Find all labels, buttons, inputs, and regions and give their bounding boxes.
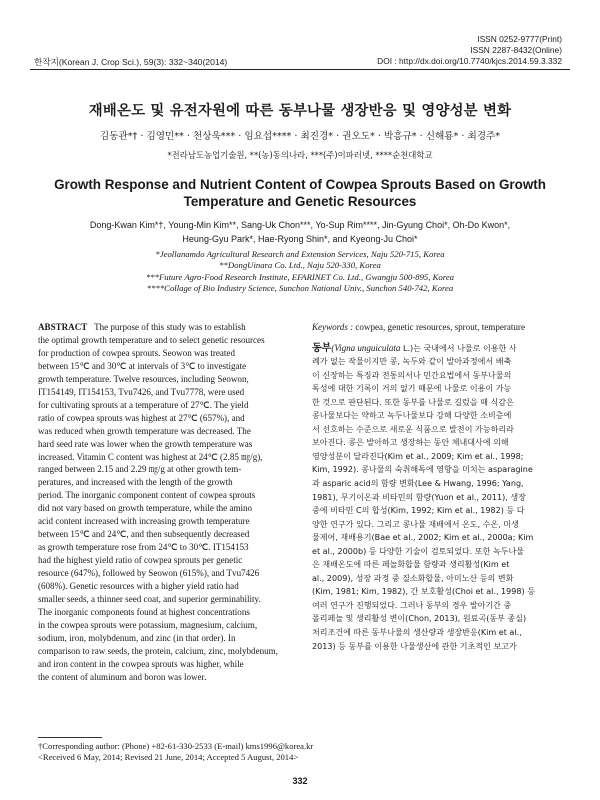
abstract-line: ABSTRACT The purpose of this study was to establish (38, 322, 246, 332)
body-line: 양한 연구가 있다. 그리고 콩나물 재배에서 온도, 수온, 미생 (312, 519, 519, 529)
english-authors (40, 219, 560, 246)
body-line: 은 재배온도에 따른 페놀화합물 함량과 생리활성(Kim et (312, 560, 510, 570)
affiliation-line: ***Future Agro-Food Research Institute, EFARINET Co. Ltd., Gwangju 500-895, Korea (145, 271, 455, 282)
abstract (38, 321, 300, 684)
footnote-rule (38, 737, 102, 738)
body-line: 서 선호하는 수준으로 새로운 식품으로 발전이 가능하리라 (312, 424, 514, 434)
abstract-line: ratio of cowpea sprouts was highest at 27℃ (657%), and (38, 412, 245, 423)
abstract-line: did not vary based on growth temperature, while the amino (38, 503, 253, 514)
received-dates: <Received 6 May, 2014; Revised 21 June, 2014; Accepted 5 August, 2014> (38, 752, 299, 763)
abstract-line: for cultivating sprouts at a temperature of 27℃. The yield (38, 399, 249, 410)
body-line: (Kim, 1981; Kim, 1982), 간 보호활성(Choi et al., 1998) 등 (312, 587, 536, 597)
abstract-line: as growth temperature rose from 24℃ to 30℃. IT154153 (38, 542, 249, 553)
affiliation-line: **DongUinara Co. Ltd., Naju 520-330, Korea (219, 260, 381, 271)
body-line: 1981), 무기이온과 비타민의 함량(Yuon et al., 2011), 생장 (312, 492, 526, 502)
abstract-line: had the highest yield ratio of cowpea sprouts per genetic (38, 555, 243, 566)
abstract-line: peratures, and increased with the length of the growth (38, 477, 233, 488)
abstract-line: IT154149, IT154153, Tvu7426, and Tvu7778, were used (38, 386, 245, 397)
body-line: et al., 2000b) 등 다양한 기술이 검토되었다. 또한 녹두나물 (312, 546, 525, 556)
body-line: 여러 연구가 진행되었다. 그러나 동부의 경우 발아기간 중 (312, 600, 512, 610)
journal-citation: 한작지(Korean J. Crop Sci.), 59(3): 332~340(2014) (34, 57, 228, 67)
korean-affiliations: *전라남도농업기술원, **(농)동의나라, ***(주)이파러넷, ****순천대학교 (167, 150, 433, 160)
abstract-line: The inorganic components found at highest concentrations (38, 606, 250, 617)
korean-authors: 김동관*† · 김영민** · 천상욱*** · 임요섭**** · 최진경* · 권오도* · 박흥규* · 신해룡* · 최경주* (99, 131, 501, 142)
body-line: 과 asparic acid의 함량 변화(Lee & Hwang, 1996; Yang, (312, 479, 524, 489)
keywords-list: cowpea, genetic resources, sprout, temperature (355, 322, 525, 332)
abstract-line: comparison to raw seeds, the protein, calcium, zinc, molybdenum, (38, 645, 278, 656)
abstract-line: in the cowpea sprouts were potassium, magnesium, calcium, (38, 619, 258, 630)
header-identifiers (377, 34, 562, 67)
body-line: al., 2009), 성장 과정 중 질소화합물, 아미노산 등의 변화 (312, 573, 514, 583)
abstract-line: resource (647%), followed by Seowon (615%), and Tvu7426 (38, 568, 260, 579)
doi-link[interactable]: DOI : http://dx.doi.org/10.7740/kjcs.2014.59.3.332 (377, 56, 562, 66)
abstract-line: was reduced when growth temperature was decreased. The (38, 425, 251, 436)
abstract-line: hard seed rate was lower when the growth temperature was (38, 438, 253, 449)
affiliation-line: *Jeollanamdo Agricultural Research and Extension Services, Naju 520-715, Korea (155, 249, 445, 259)
body-line: Kim, 1992). 콩나물의 숙취해독에 영향을 미치는 asparagine (312, 465, 533, 475)
body-line: 영양성분이 달라진다(Kim et al., 2009; Kim et al., 1998; (312, 451, 524, 461)
issn-print: ISSN 0252-9777(Print) (477, 34, 562, 44)
abstract-line: sodium, iron, molybdenum, and zinc (in that order). In (38, 632, 236, 643)
corresponding-author: †Corresponding author: (Phone) +82-61-330-2533 (E-mail) kms1996@korea.kr (38, 741, 314, 751)
abstract-line: growth temperature. Twelve resources, including Seowon, (38, 373, 249, 384)
english-affiliations (40, 249, 560, 294)
body-line: 콩나물보다는 약하고 녹두나물보다 강해 다양한 소비층에 (312, 411, 512, 421)
body-line: 보아진다. 콩은 발아하고 생장하는 동안 체내대사에 의해 (312, 438, 509, 448)
body-line: 례가 없는 작물이지만 콩, 녹두와 같이 발아과정에서 배축 (312, 357, 512, 367)
scientific-name: (Vigna unguiculata (331, 342, 401, 353)
body-line: 폴리페놀 및 생리활성 변이(Chon, 2013), 원료곡(동부 종실) (312, 614, 527, 624)
abstract-line: acid content increased with increasing growth temperature (38, 516, 250, 527)
introduction (312, 321, 566, 653)
footnote (38, 741, 566, 764)
issn-online: ISSN 2287-8432(Online) (470, 45, 562, 55)
keywords-label: Keywords : (312, 322, 354, 332)
abstract-line: the optimal growth temperature and to select genetic resources (38, 334, 265, 345)
page-number: 332 (292, 776, 308, 786)
body-line: 이 신장하는 특징과 전통의서나 민간요법에서 동부나물의 (312, 370, 512, 380)
body-line: 물제어, 재배용기(Bae et al., 2002; Kim et al., 2000a; Kim (312, 533, 534, 543)
abstract-line: between 15℃ and 30℃ at intervals of 3℃ to investigate (38, 360, 247, 371)
lead-term: 동부 (312, 342, 332, 354)
abstract-line: and iron content in the cowpea sprouts was higher, while (38, 658, 244, 669)
affiliation-line: ****Collage of Bio Industry Science, Sunchon National Univ., Sunchon 540-742, Korea (146, 282, 454, 293)
english-title: Growth Response and Nutrient Content of Cowpea Sprouts Based on Growth Temperature and Genetic Resources (54, 177, 546, 209)
body-line: 처리조건에 따른 동부나물의 생산량과 생장반응(Kim et al., (312, 628, 522, 638)
author-line: Heung-Gyu Park*, Hae-Ryong Shin*, and Kyeong-Ju Choi* (182, 233, 418, 244)
keywords (312, 321, 566, 335)
abstract-line: (608%). Genetic resources with a higher yield ratio had (38, 581, 239, 592)
abstract-line: between 15℃ and 24℃, and then subsequently decreased (38, 529, 250, 540)
body-line: 동부(Vigna unguiculata L.)는 국내에서 나물로 이용한 사 (312, 342, 517, 354)
header-rule (30, 69, 570, 70)
abstract-line: the content of aluminum and boron was lower. (38, 671, 207, 682)
abstract-line: for production of cowpea sprouts. Seowon was treated (38, 347, 235, 358)
body-line: 한 것으로 판단된다. 또한 동부를 나물로 길렀을 때 식감은 (312, 397, 514, 407)
author-line: Dong-Kwan Kim*†, Young-Min Kim**, Sang-Uk Chon***, Yo-Sup Rim****, Jin-Gyung Choi*, Oh-Do Kwon*, (89, 220, 511, 230)
abstract-line: period. The inorganic component content of cowpea sprouts (38, 490, 256, 501)
abstract-line: smaller seeds, a thinner seed coat, and superior germinability. (38, 594, 261, 605)
body-line: 2013) 등 동부를 이용한 나물생산에 관한 기초적인 보고가 (312, 641, 517, 651)
korean-title: 재배온도 및 유전자원에 따른 동부나물 생장반응 및 영양성분 변화 (88, 103, 512, 119)
abstract-line: increased. Vitamin C content was highest at 24℃ (2.85 ㎎/g), (38, 451, 263, 462)
body-line: 독성에 대한 기록이 거의 없기 때문에 나물로 이용이 가능 (312, 384, 512, 394)
abstract-line: ranged between 2.15 and 2.29 ㎎/g at other growth tem- (38, 464, 242, 475)
abstract-label: ABSTRACT (38, 322, 88, 332)
body-line: 중에 비타민 C의 합성(Kim, 1992; Kim et al., 1982) 등 다 (312, 506, 525, 516)
